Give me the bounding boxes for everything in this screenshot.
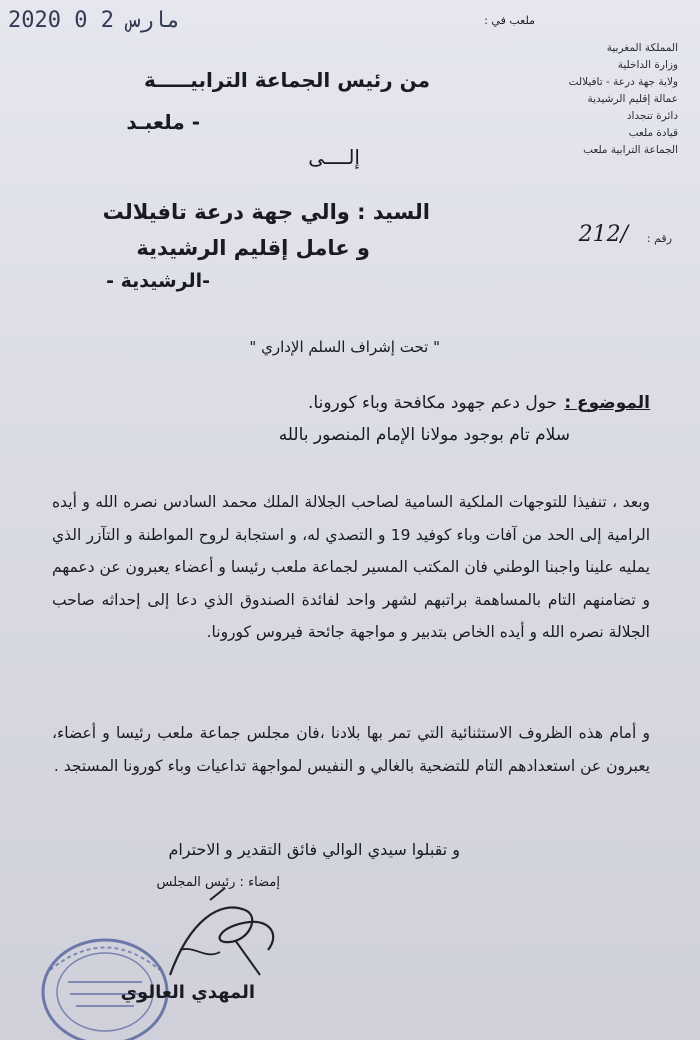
reference-number: 212/	[578, 222, 628, 247]
letterhead-line: المملكة المغربية	[606, 42, 678, 54]
body-paragraph-2: و أمام هذه الظروف الاستثنائية التي تمر بها بلادنا ،فان مجلس جماعة ملعب رئيسا و أعضاء، يعبرون عن استعدادهم التام للتضحية بالغالي و النفيس لمواجهة تداعيات وباء كورونا المستجد .	[52, 724, 650, 775]
addressee-line: السيد : والي جهة درعة تافيلالت	[102, 200, 430, 224]
addressee-city: -الرشيدية -	[106, 270, 210, 292]
reference-label: رقم :	[646, 232, 672, 245]
sender-place: - ملعبـد	[126, 110, 200, 134]
letterhead-line: قيادة ملعب	[628, 127, 678, 139]
greeting-line: سلام تام بوجود مولانا الإمام المنصور بالله	[278, 425, 570, 445]
signature-label: إمضاء : رئيس المجلس	[156, 875, 280, 890]
letterhead-line: عمالة إقليم الرشيدية	[587, 93, 678, 105]
letterhead-line: وزارة الداخلية	[617, 59, 678, 71]
hierarchy-note: " تحت إشراف السلم الإداري "	[249, 338, 440, 356]
signer-name: المهدي العالوي	[120, 982, 255, 1003]
addressee-line: و عامل إقليم الرشيدية	[136, 236, 370, 260]
letterhead-line: ولاية جهة درعة - تافيلالت	[568, 76, 678, 88]
letterhead	[523, 40, 678, 159]
body-paragraph-1: وبعد ، تنفيذا للتوجهات الملكية السامية لصاحب الجلالة الملك محمد السادس نصره الله و أيده الرامية إلى الحد من آفات وباء كوفيد 19 و التصدي له، و استجابة لروح المواطنة و التآزر الذي يمليه علينا واجبنا الوطني فان المكتب المسير لجماعة ملعب رئيسا و أعضاء يعبرون عن دعمهم و تضامنهم التام بالمساهمة براتبهم لشهر واحد لفائدة الصندوق الذي دعا إلى إحداثه صاحب الجلالة نصره الله و أيده الخاص بتدبير و مواجهة جائحة فيروس كورونا.	[52, 493, 650, 641]
to-word: إلــــى	[308, 145, 360, 169]
handwritten-signature-icon	[150, 880, 290, 990]
place-date-label: ملعب في :	[484, 14, 535, 27]
sender-line: من رئيس الجماعة الترابيـــــة	[143, 68, 430, 92]
letterhead-line: الجماعة الترابية ملعب	[583, 144, 678, 156]
date-stamp: 2020 مارس 2 0	[8, 8, 181, 33]
letterhead-line: دائرة تنجداد	[626, 110, 678, 122]
closing-line: و تقبلوا سيدي الوالي فائق التقدير و الاحترام	[168, 840, 460, 859]
subject-text: حول دعم جهود مكافحة وباء كورونا.	[308, 393, 557, 413]
subject-label: الموضوع :	[564, 393, 650, 413]
